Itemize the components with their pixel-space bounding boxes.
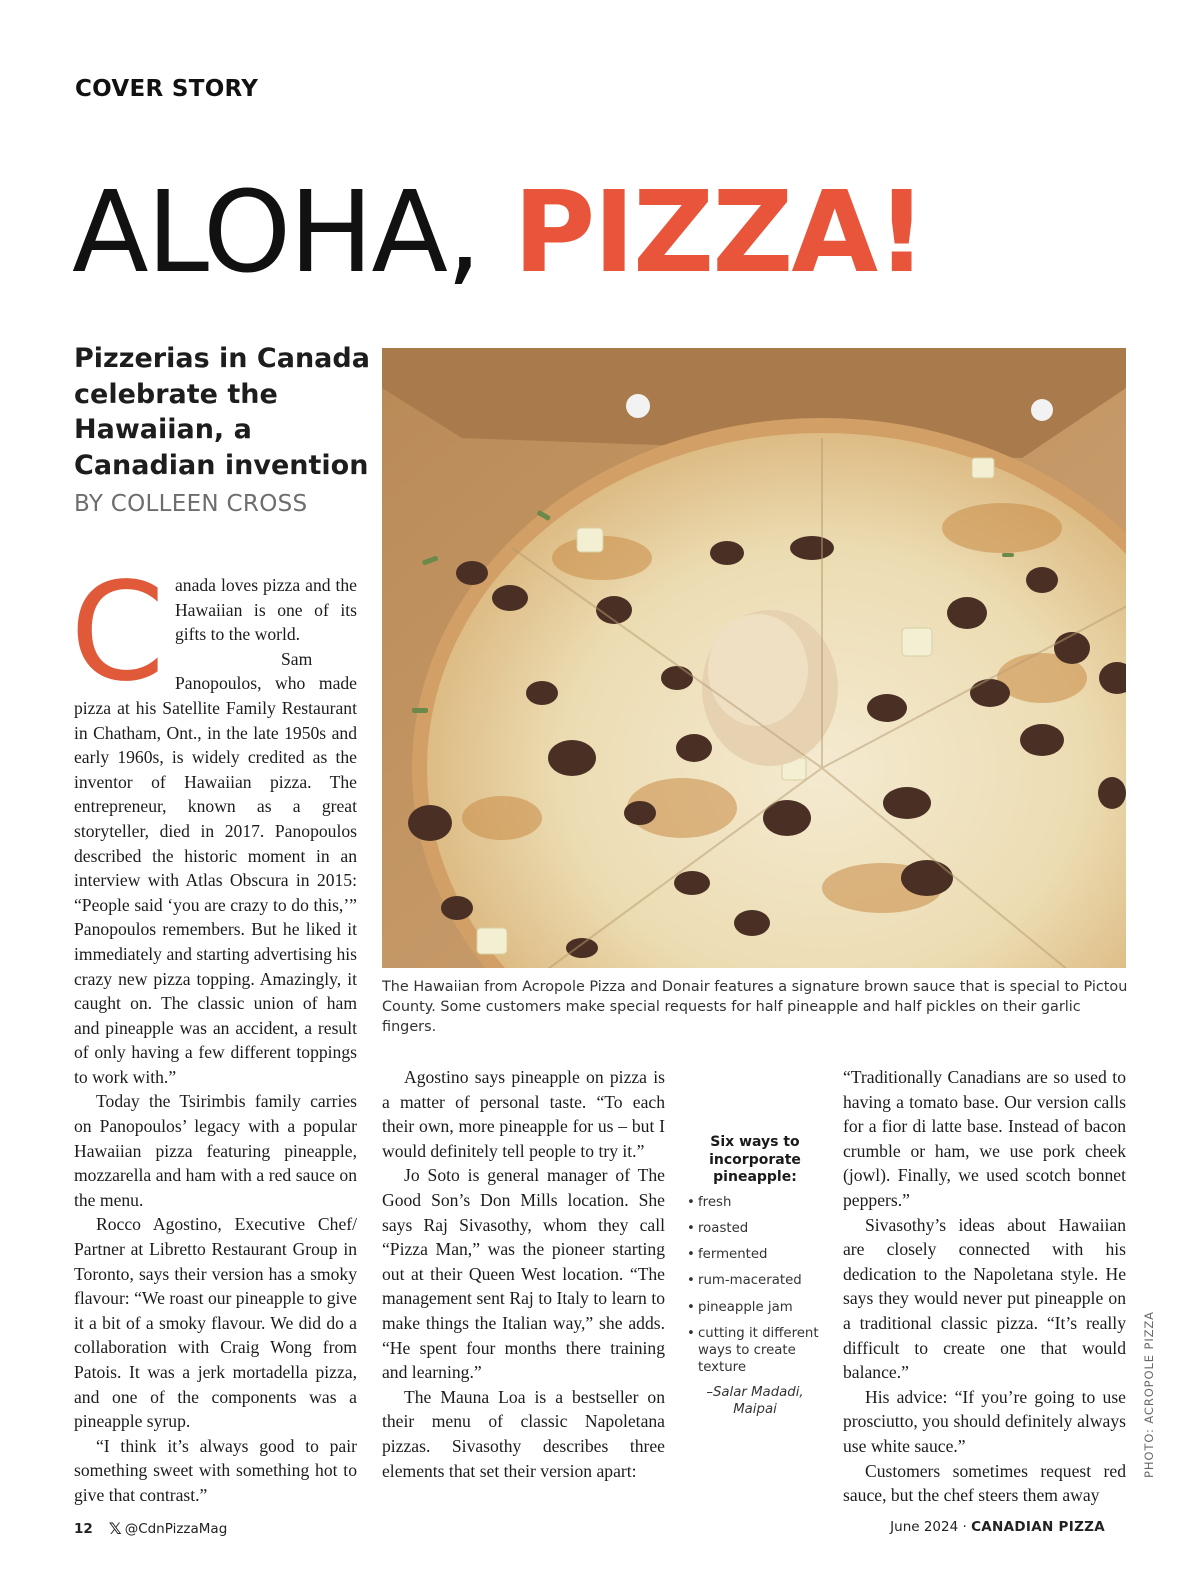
- body-column-3: [843, 1065, 1126, 1508]
- deck-subtitle: Pizzerias in Canada celebrate the Hawaiian, a Canadian invention: [74, 343, 370, 481]
- paragraph: “Traditionally Canadians are so used to having a tomato base. Our version calls for a fior di latte base. Instead of bacon crumble or ham, we use pork cheek (jowl). Finally, we used scotch bonnet peppers.”: [843, 1067, 1126, 1210]
- page-number: 12: [74, 1520, 93, 1537]
- x-logo-icon: 𝕏: [108, 1519, 122, 1538]
- magazine-name: CANADIAN PIZZA: [971, 1519, 1105, 1535]
- sidebar-tips: [685, 1134, 825, 1418]
- sidebar-list: [685, 1194, 825, 1376]
- byline: BY COLLEEN CROSS: [74, 491, 308, 517]
- paragraph: Today the Tsirimbis family carries on Panopoulos’ legacy with a popular Hawaiian pizza featuring pineapple, mozzarella and ham with a red sauce on the menu.: [74, 1091, 357, 1210]
- sidebar-title: Six ways to incorporate pineapple:: [709, 1134, 801, 1185]
- photo-caption: The Hawaiian from Acropole Pizza and Donair features a signature brown sauce that is special to Pictou County. Some customers make special requests for half pineapple and half pickles on their garlic fingers.: [382, 979, 1128, 1035]
- headline-part-2: PIZZA!: [513, 168, 926, 298]
- paragraph: His advice: “If you’re going to use prosciutto, you should definitely always use white sauce.”: [843, 1386, 1126, 1456]
- social-handle[interactable]: @CdnPizzaMag: [124, 1520, 228, 1537]
- headline-part-1: ALOHA,: [72, 168, 514, 298]
- paragraph: Rocco Agostino, Executive Chef/ Partner at Libretto Restaurant Group in Toronto, says their version has a smoky flavour: “We roast our pineapple to give it a bit of a smoky flavour. We did do a collaboration with Craig Wong from Patois. It was a jerk mortadella pizza, and one of the components was a pineapple syrup.: [74, 1214, 357, 1432]
- paragraph: “I think it’s always good to pair something sweet with something hot to give that contrast.”: [74, 1435, 357, 1505]
- paragraph: Sam Panopoulos, who made pizza at his Satellite Family Restaurant in Chatham, Ont., in the late 1950s and early 1960s, is widely credited as the inventor of Hawaiian pizza. The entrepreneur, known as a great storyteller, died in 2017. Panopoulos described the historic moment in an interview with Atlas Obscura in 2015: “People said ‘you are crazy to do this,’” Panopoulos remembers. But he liked it immediately and starting advertising his crazy new pizza topping. Amazingly, it caught on. The classic union of ham and pineapple was an accident, a result of only having a few different toppings to work with.”: [74, 648, 357, 1087]
- photo-credit: PHOTO: ACROPOLE PIZZA: [1142, 1311, 1156, 1478]
- issue-date: June 2024 ·: [890, 1519, 972, 1535]
- section-label: COVER STORY: [75, 76, 259, 102]
- drop-cap: C: [70, 554, 165, 712]
- footer-left: [74, 1519, 227, 1538]
- list-item: • pineapple jam: [685, 1299, 825, 1316]
- paragraph: Customers sometimes request red sauce, but the chef steers them away: [843, 1460, 1126, 1506]
- footer-right: [890, 1519, 1105, 1535]
- paragraph: Sivasothy’s ideas about Hawaiian are closely connected with his dedication to the Napoletana style. He says they would never put pineapple on a traditional classic pizza. “It’s really difficult to create one that would balance.”: [843, 1214, 1126, 1383]
- pizza-photo: [382, 348, 1126, 968]
- list-item: • fermented: [685, 1246, 825, 1263]
- paragraph: anada loves pizza and the Hawaiian is one of its gifts to the world.: [174, 575, 357, 645]
- pizza-illustration: [382, 348, 1126, 968]
- paragraph: Agostino says pineapple on pizza is a matter of personal taste. “To each their own, more pineapple for us – but I would definitely tell people to try it.”: [382, 1067, 665, 1161]
- list-item: • fresh: [685, 1194, 825, 1211]
- body-column-2: [382, 1065, 665, 1483]
- paragraph: Jo Soto is general manager of The Good Son’s Don Mills location. She says Raj Sivasothy, whom they call “Pizza Man,” was the pioneer starting out at their Queen West location. “The management sent Raj to Italy to learn to make things the Italian way,” she adds. “He spent four months there training and learning.”: [382, 1165, 665, 1383]
- paragraph: The Mauna Loa is a bestseller on their menu of classic Napoletana pizzas. Sivasothy describes three elements that set their version apart:: [382, 1386, 665, 1481]
- sidebar-attribution: –Salar Madadi, Maipai: [706, 1385, 804, 1418]
- list-item: • rum-macerated: [685, 1272, 825, 1289]
- body-column-1: [70, 554, 357, 1508]
- list-item: • cutting it different ways to create texture: [685, 1325, 825, 1376]
- list-item: • roasted: [685, 1220, 825, 1237]
- headline: [72, 168, 925, 298]
